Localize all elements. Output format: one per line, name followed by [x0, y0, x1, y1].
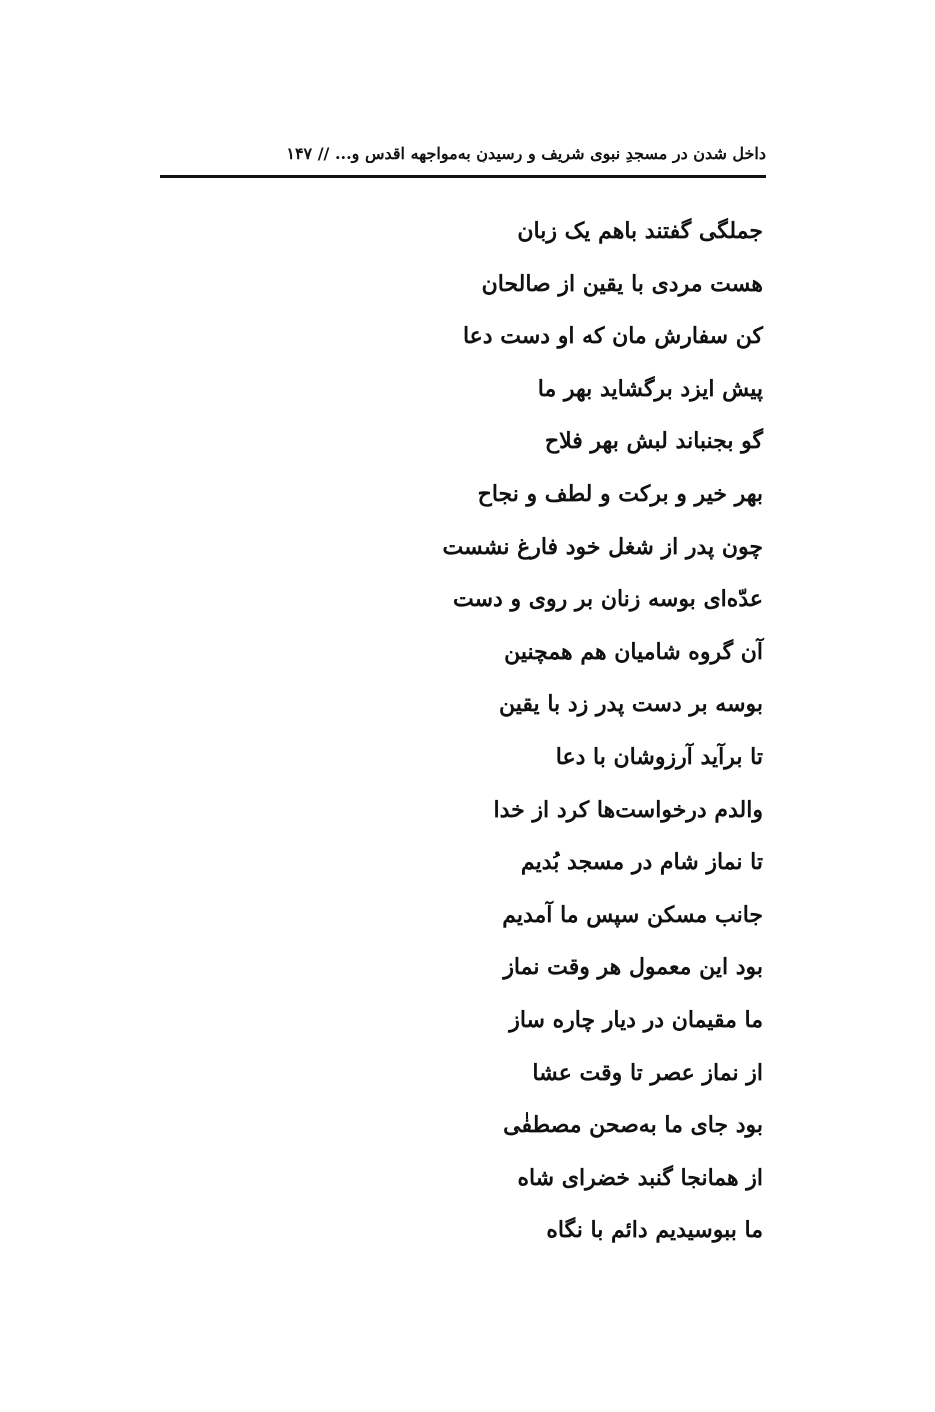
verse-line: بهر خیر و برکت و لطف و نجاح: [477, 480, 763, 507]
verse-line: هست مردی با یقین از صالحان: [481, 270, 763, 297]
running-header-title: داخل شدن در مسجدِ نبوی شریف و رسیدنِ به‌مواجهه اقدس و... // ۱۴۷: [286, 144, 766, 163]
verse-line: ما مقیمان در دیار چاره ساز: [509, 1006, 763, 1033]
verse-line: از همانجا گنبد خضرای شاه: [517, 1164, 763, 1191]
verse-line: عدّه‌ای بوسه زنان بر روی و دست: [453, 586, 763, 613]
verse-line: کن سفارش مان که او دست دعا: [462, 323, 763, 350]
page-header: [160, 138, 766, 178]
verse-line: ما ببوسیدیم دائم با نگاه: [546, 1217, 763, 1244]
verse-line: پیش ایزد برگشاید بهر ما: [537, 375, 763, 402]
verse-line: تا برآید آرزوشان با دعا: [555, 743, 763, 770]
verse-line: جانب مسکن سپس ما آمدیم: [502, 901, 763, 928]
poem-verses: [343, 205, 763, 1257]
verse-line: جملگی گفتند باهم یک زبان: [517, 218, 763, 244]
verse-line: گو بجنباند لبش بهر فلاح: [544, 428, 763, 455]
verse-line: تا نماز شام در مسجد بُدیم: [520, 849, 763, 876]
verse-line: چون پدر از شغل خود فارغ نشست: [442, 533, 763, 560]
verse-line: آن گروه شامیان هم همچنین: [504, 638, 763, 665]
header-divider: [160, 175, 766, 178]
verse-line: بود جای ما به‌صحن مصطفٰی: [503, 1112, 763, 1139]
verse-line: بود این معمول هر وقت نماز: [503, 954, 763, 981]
verse-line: والدم درخواست‌ها کرد از خدا: [493, 796, 763, 823]
verse-line: بوسه بر دست پدر زد با یقین: [499, 691, 763, 718]
verse-line: از نماز عصر تا وقت عشا: [532, 1059, 763, 1086]
